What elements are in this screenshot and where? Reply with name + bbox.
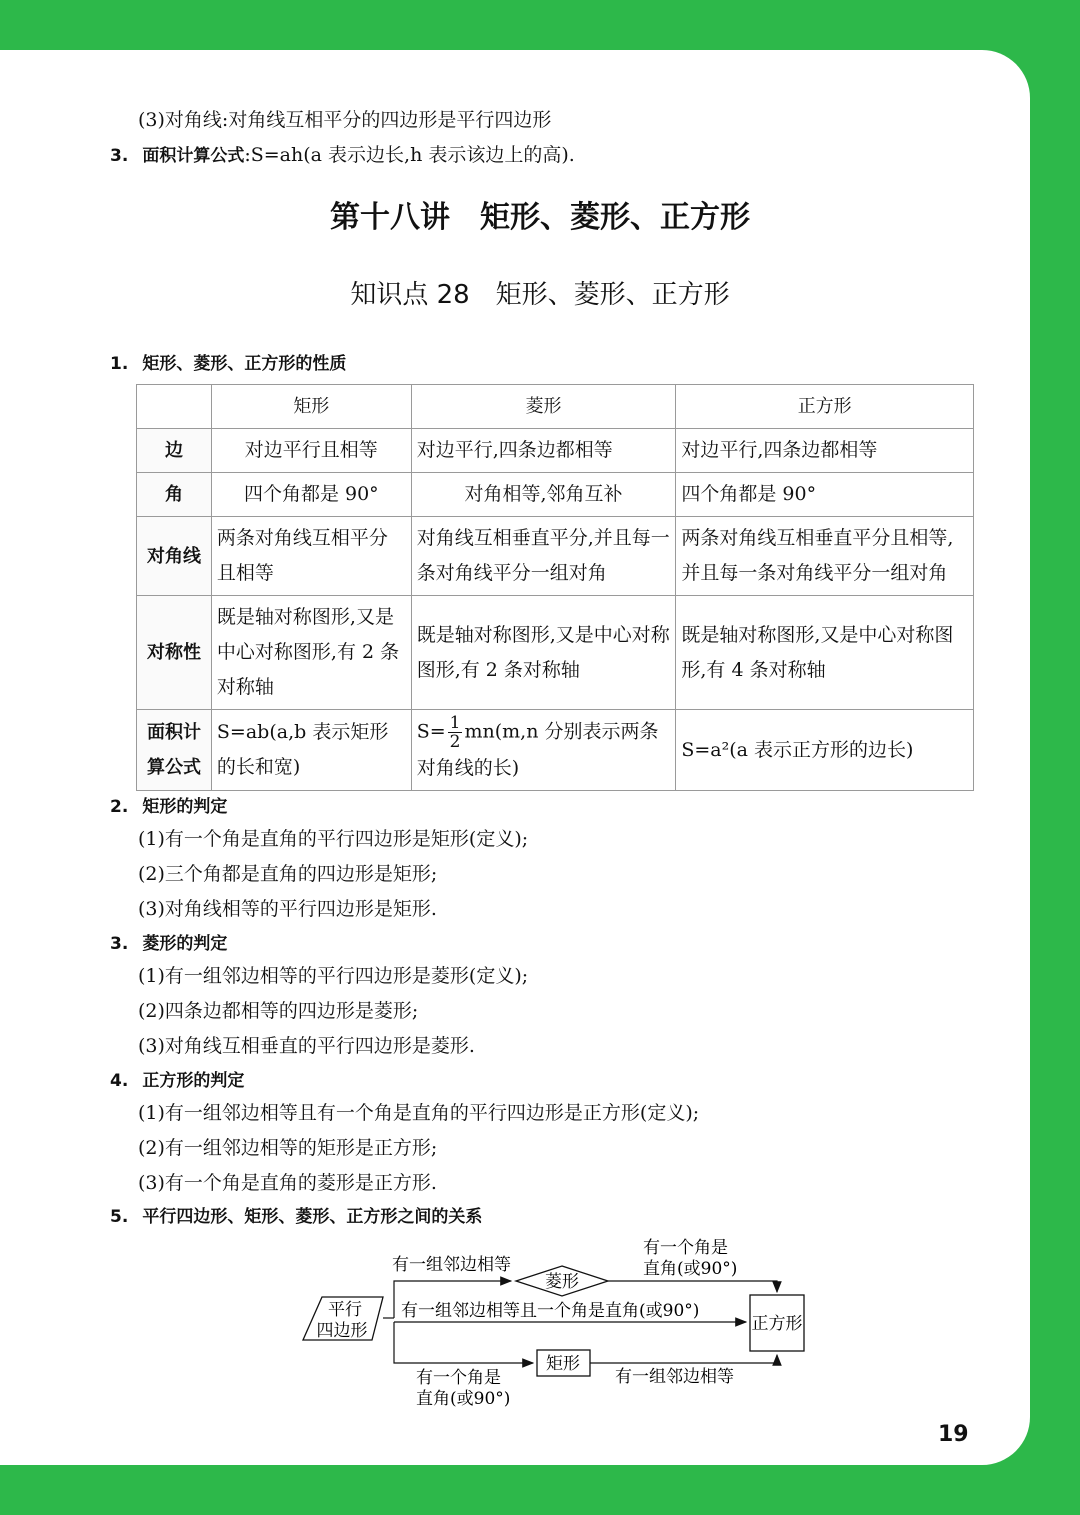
list-item: (3)有一个角是直角的菱形是正方形. xyxy=(138,1172,437,1194)
table-cell: 对角相等,邻角互补 xyxy=(411,473,676,517)
table-cell: 既是轴对称图形,又是中心对称图形,有 2 条对称轴 xyxy=(211,596,411,710)
top-right-label: 有一个角是 xyxy=(643,1238,728,1258)
square-label: 正方形 xyxy=(751,1314,803,1334)
bottom-left-label: 直角(或90°) xyxy=(416,1389,511,1409)
arrow-to-rectangle xyxy=(394,1322,533,1363)
table-cell: S=ab(a,b 表示矩形的长和宽) xyxy=(211,710,411,791)
item-text: :S=ah(a 表示边长,h 表示该边上的高). xyxy=(244,144,575,166)
rectangle-label: 矩形 xyxy=(546,1354,580,1374)
table-cell: 对边平行,四条边都相等 xyxy=(676,429,974,473)
table-header-cell: 菱形 xyxy=(411,385,676,429)
list-item: (2)有一组邻边相等的矩形是正方形; xyxy=(138,1137,438,1159)
row-label: 角 xyxy=(137,473,212,517)
fraction-denominator: 2 xyxy=(449,732,461,752)
row-label: 边 xyxy=(137,429,212,473)
arrow-rectangle-to-square xyxy=(590,1355,777,1363)
bottom-right-label: 有一组邻边相等 xyxy=(615,1367,734,1387)
fraction-numerator: 1 xyxy=(449,713,461,733)
section-title: 平行四边形、矩形、菱形、正方形之间的关系 xyxy=(142,1207,483,1227)
table-cell: 四个角都是 90° xyxy=(211,473,411,517)
list-item: (3)对角线互相垂直的平行四边形是菱形. xyxy=(138,1035,475,1057)
table-cell: 两条对角线互相垂直平分且相等,并且每一条对角线平分一组对角 xyxy=(676,517,974,596)
section-number: 4. xyxy=(110,1071,129,1091)
diagonal-criterion-line: (3)对角线:对角线互相平分的四边形是平行四边形 xyxy=(138,109,552,131)
formula-text: mn(m,n 分别表示两条 xyxy=(464,720,659,743)
table-cell: 四个角都是 90° xyxy=(676,473,974,517)
section-title: 矩形的判定 xyxy=(142,797,228,817)
section-title: 菱形的判定 xyxy=(142,934,228,954)
table-cell: 两条对角线互相平分且相等 xyxy=(211,517,411,596)
table-cell: 既是轴对称图形,又是中心对称图形,有 4 条对称轴 xyxy=(676,596,974,710)
list-item: (1)有一组邻边相等且有一个角是直角的平行四边形是正方形(定义); xyxy=(138,1102,700,1124)
section-title: 正方形的判定 xyxy=(142,1071,245,1091)
formula-prefix: S= xyxy=(416,720,446,743)
section-number: 1. xyxy=(110,354,129,374)
top-path-label: 有一组邻边相等 xyxy=(392,1255,511,1275)
table-cell: 对角线互相垂直平分,并且每一条对角线平分一组对角 xyxy=(411,517,676,596)
knowledge-title: 知识点 28 矩形、菱形、正方形 xyxy=(350,280,730,310)
section-number: 2. xyxy=(110,797,129,817)
row-label: 面积计算公式 xyxy=(137,710,212,791)
table-header-cell: 矩形 xyxy=(211,385,411,429)
row-label: 对称性 xyxy=(137,596,212,710)
lecture-title: 第十八讲 矩形、菱形、正方形 xyxy=(330,200,750,235)
bottom-left-label: 有一个角是 xyxy=(416,1368,501,1388)
list-item: (2)三个角都是直角的四边形是矩形; xyxy=(138,863,438,885)
table-header-cell: 正方形 xyxy=(676,385,974,429)
list-item: (2)四条边都相等的四边形是菱形; xyxy=(138,1000,419,1022)
rhombus-label: 菱形 xyxy=(545,1272,579,1292)
middle-path-label: 有一组邻边相等且一个角是直角(或90°) xyxy=(401,1301,700,1321)
top-right-label: 直角(或90°) xyxy=(643,1259,738,1279)
list-item: (1)有一个角是直角的平行四边形是矩形(定义); xyxy=(138,828,529,850)
formula-tail: 对角线的长) xyxy=(416,757,520,779)
table-cell: 对边平行,四条边都相等 xyxy=(411,429,676,473)
page-number: 19 xyxy=(938,1422,969,1447)
parallelogram-label: 四边形 xyxy=(316,1321,368,1341)
list-item: (1)有一组邻边相等的平行四边形是菱形(定义); xyxy=(138,965,529,987)
item-heading: 面积计算公式 xyxy=(142,146,245,166)
row-label: 对角线 xyxy=(137,517,212,596)
table-cell: 对边平行且相等 xyxy=(211,429,411,473)
table-cell: S=a²(a 表示正方形的边长) xyxy=(676,710,974,791)
parallelogram-label: 平行 xyxy=(328,1300,362,1320)
section-number: 5. xyxy=(110,1207,129,1227)
item-number: 3. xyxy=(110,146,129,166)
section-number: 3. xyxy=(110,934,129,954)
list-item: (3)对角线相等的平行四边形是矩形. xyxy=(138,898,437,920)
table-cell: 既是轴对称图形,又是中心对称图形,有 2 条对称轴 xyxy=(411,596,676,710)
section-title: 矩形、菱形、正方形的性质 xyxy=(142,354,347,374)
arrow-rhombus-to-square xyxy=(608,1281,777,1292)
